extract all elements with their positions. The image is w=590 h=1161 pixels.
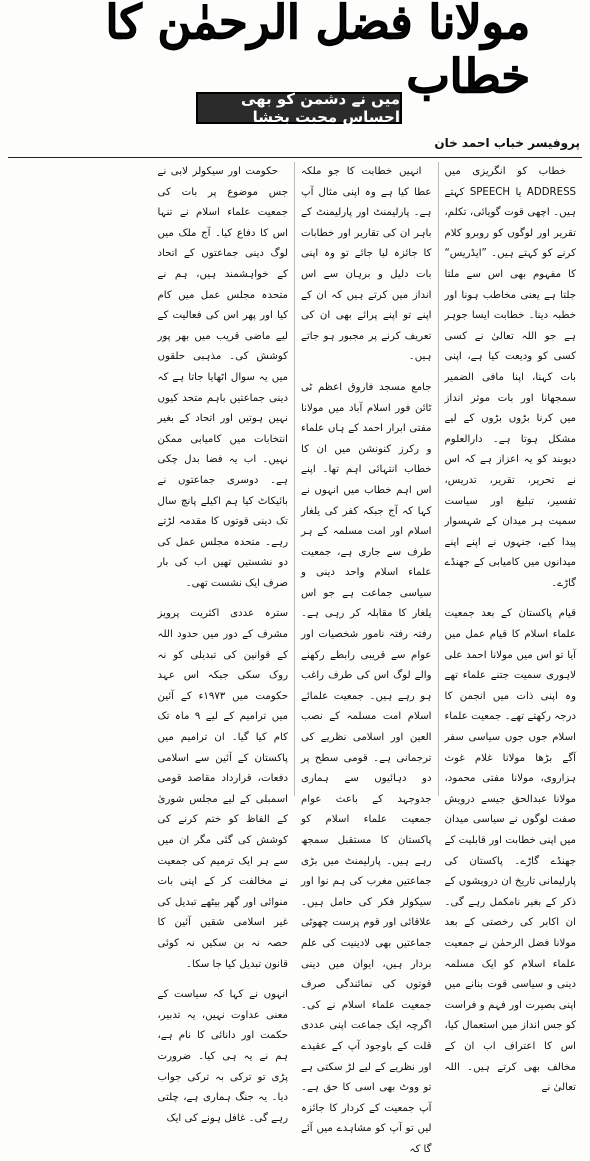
byline-divider: [8, 157, 582, 158]
article-columns: [8, 162, 582, 1155]
article-column-1: [439, 162, 583, 1094]
column-3-paragraph-2: سترہ عددی اکثریت پرویز مشرف کے دور میں حدود اللہ کے قوانین کی تبدیلی کو نہ روک سکی جبکہ اس عہد حکومت میں ۱۹۷۳ء کے آئین میں ترامیم کے لیے ۹ ماہ تک کام کیا گیا۔ ان ترامیم میں پاکستان کے آئین سے اسلامی دفعات، قرارداد مقاصد قومی اسمبلی کے لیے مجلس شوریٰ کے الفاظ کو ختم کرنے کی کوشش کی گئی مگر ان میں سے ہر ایک ترمیم کی جمعیت نے مخالفت کر کے اپنی بات منوائی اور گھر بیٹھے تبدیل کی غیر اسلامی شقیں آئین کا حصہ نہ بن سکیں نہ کوئی قانون تبدیل کیا جا سکا۔: [157, 608, 288, 970]
column-1-paragraph-1: خطاب کو انگریزی میں ADDRESS یا SPEECH کہتے ہیں۔ اچھی قوت گویائی، تکلم، تقریر اور لوگوں کو روبرو کلام کرنے کو کہتے ہیں۔ ”ایڈریس“ کا مفہوم بھی اس سے ملتا جلتا ہے یعنی مخاطب ہونا اور خطبہ دینا۔ خطابت ایسا جوہر ہے جو اللہ تعالیٰ نے کسی کسی کو ودیعت کیا ہے، اپنی بات کہنا، اپنا مافی الضمیر سمجھانا اور بات موثر انداز میں کرنا بڑوں بڑوں کے لیے مشکل ہوتا ہے۔ دارالعلوم دیوبند کو یہ اعزاز ہے کہ اس نے تحریر، تقریر، تدریس، تفسیر، تبلیغ اور سیاست سمیت ہر میدان کے شہسوار پیدا کیے، جنہوں نے اپنے اپنے میدانوں میں کامیابی کے جھنڈے گاڑے۔: [444, 166, 576, 589]
column-3-paragraph-3: انہوں نے کہا کہ سیاست کے معنی عداوت نہیں، یہ تدبیر، حکمت اور دانائی کا نام ہے، ہم نے یہ ہی کیا۔ ضرورت پڑی تو ترکی بہ ترکی جواب دیا۔ یہ جنگ ہماری ہے، چلتی رہے گی۔ غافل ہونے کی ایک: [157, 989, 288, 1124]
article-headline: مولانا فضل الرحمٰن کا خطاب: [105, 0, 530, 103]
column-2-paragraph-2: جامع مسجد فاروق اعظم ٹی ٹائن فور اسلام آباد میں مولانا مفتی ابرار احمد کے ہاں علماء و رکرز کنونشن میں ان کا خطاب انتہائی اہم تھا۔ اپنے اس اہم خطاب میں انہوں نے کہا کہ آج جبکہ کفر کی یلغار اسلام اور امت مسلمہ کے ہر طرف سے جاری ہے، جمعیت علماء اسلام واحد دینی و سیاسی جماعت ہے جو اس یلغار کا مقابلہ کر رہی ہے۔ رفتہ رفتہ نامور شخصیات اور عوام سے قریبی رابطے رکھنے والے لوگ اس کی طرف راغب ہو رہے ہیں۔ جمعیت علمائے اسلام امت مسلمہ کے نصب العین اور اسلامی نظریے کی ترجمانی ہے۔ قومی سطح پر دو دہائیوں سے ہماری جدوجہد کے باعث عوام جمعیت علماء اسلام کو پاکستان کا مستقبل سمجھ رہے ہیں۔ پارلیمنٹ میں بڑی جماعتیں مغرب کی ہم نوا اور سیکولر فکر کی حامل ہیں۔ علاقائی اور قوم پرست چھوٹی جماعتیں بھی لادینیت کی علم بردار ہیں، ایوان میں دینی قوتوں کی نمائندگی صرف جمعیت علماء اسلام نے کی۔ اگرچہ ایک جماعت اپنی عددی قلت کے باوجود آپ کے عقیدے اور نظریے کے لیے لڑ سکتی ہے تو ووٹ بھی اسی کا حق ہے۔ آپ جمعیت کے کردار کا جائزہ لیں تو آپ کو مشاہدے میں آئے گا کہ: [301, 381, 432, 1155]
article-column-3: [152, 162, 296, 1124]
article-byline: پروفیسر خباب احمد خان: [434, 136, 580, 150]
article-subheadline: میں نے دشمن کو بھی احساسِ محبت بخشا: [196, 92, 402, 124]
column-1-paragraph-2: قیام پاکستان کے بعد جمعیت علماء اسلام کا قیام عمل میں آیا تو اس میں مولانا احمد علی لاہوری سمیت جتنے علماء تھے وہ اپنی ذات میں انجمن کا درجہ رکھتے تھے۔ جمعیت علماء اسلام جوں جوں سیاسی سفر آگے بڑھا مولانا غلام غوث ہزاروی، مولانا مفتی محمود، مولانا عبدالحق جیسے درویش صفت لوگوں نے سیاسی میدان میں اپنی خطابت اور قابلیت کے جھنڈے گاڑے۔ پاکستان کی پارلیمانی تاریخ ان درویشوں کے ذکر کے بغیر نامکمل رہے گی۔ ان اکابر کی رخصتی کے بعد مولانا فضل الرحمٰن نے جمعیت علماء اسلام کو ایک مسلمہ دینی و سیاسی قوت بنانے میں اپنی بصیرت اور فہم و فراست کو جس انداز میں استعمال کیا، اس کا اعتراف اب ان کے مخالف بھی کرتے ہیں۔ اللہ تعالیٰ نے: [444, 608, 576, 1094]
column-2-paragraph-1: انہیں خطابت کا جو ملکہ عطا کیا ہے وہ اپنی مثال آپ ہے۔ پارلیمنٹ اور پارلیمنٹ کے باہر ان کی تقاریر اور خطابات کا جائزہ لیا جائے تو وہ اپنی بات دلیل و برہان سے اس انداز میں کرتے ہیں کہ ان کے اپنے تو اپنے پرائے بھی ان کی تعریف کرنے پر مجبور ہو جاتے ہیں۔: [301, 166, 432, 363]
article-column-2: [295, 162, 439, 1155]
column-3-paragraph-1: حکومت اور سیکولر لابی نے جس موضوع پر بات کی جمعیت علماء اسلام نے تنہا اس کا دفاع کیا۔ آج ملک میں لوگ دینی جماعتوں کے اتحاد کے خواہشمند ہیں، ہم نے متحدہ مجلس عمل میں کام کیا اور پھر اس کی فعالیت کے لیے ماضی قریب میں بھر پور کوشش کی۔ مذہبی حلقوں میں یہ سوال اٹھایا جاتا ہے کہ دینی جماعتیں باہم متحد کیوں نہیں ہوتیں اور اتحاد کے بغیر انتخابات میں کامیابی ممکن نہیں۔ اب یہ فضا بدل چکی ہے۔ دوسری جماعتوں نے بائیکاٹ کیا ہم اکیلے پانچ سال تک دینی قوتوں کا مقدمہ لڑتے رہے۔ متحدہ مجلس عمل کی دو نشستیں تھیں اب کی بار صرف ایک نشست تھی۔: [157, 166, 288, 589]
